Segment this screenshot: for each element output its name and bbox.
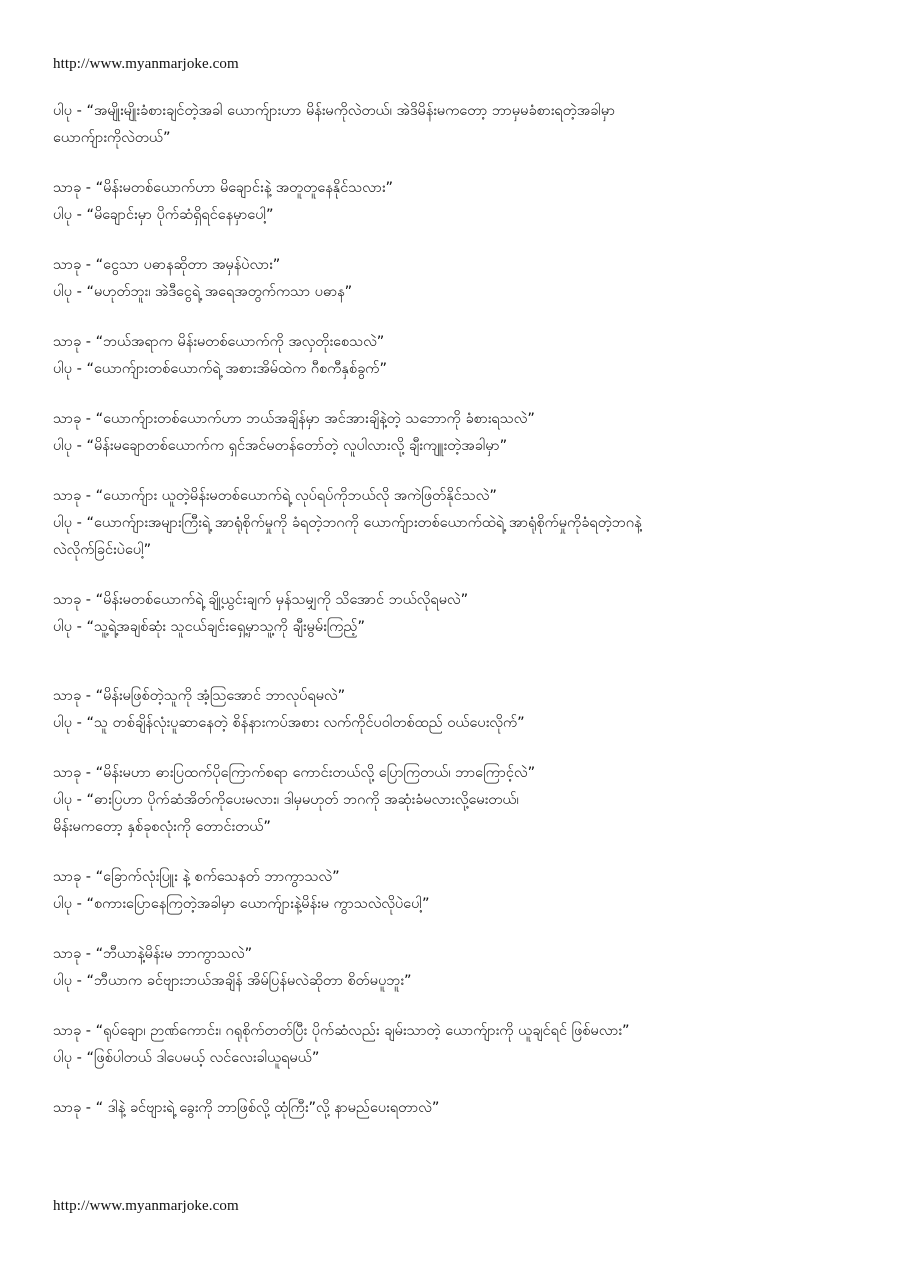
dialogue-block [53, 98, 853, 152]
dialogue-line: လဲလိုက်ခြင်းပဲပေါ့” [53, 542, 152, 558]
dialogue-block [53, 683, 853, 737]
footer-url[interactable]: http://www.myanmarjoke.com [53, 1198, 239, 1214]
dialogue-line: သာခု - “ဘယ်အရာက မိန်းမတစ်ယောက်ကို အလှတိုးစေသလဲ” [53, 334, 385, 350]
dialogue-line: သာခု - “ရုပ်ချော၊ ဉာဏ်ကောင်း၊ ဂရုစိုက်တတ်ပြီး ပိုက်ဆံလည်း ချမ်းသာတဲ့ ယောက်ျားကို ယူချင်ရင် ဖြစ်မလား” [53, 1023, 630, 1039]
joke-dialogue [53, 98, 853, 1145]
dialogue-block [53, 587, 853, 641]
dialogue-block [53, 760, 853, 841]
dialogue-line: ပါပု - “ဓားပြဟာ ပိုက်ဆံအိတ်ကိုပေးမလား၊ ဒါမှမဟုတ် ဘဂကို အဆုံးခံမလားလို့မေးတယ်၊ [53, 792, 519, 808]
dialogue-block [53, 483, 853, 564]
dialogue-block [53, 329, 853, 383]
dialogue-block [53, 1018, 853, 1072]
dialogue-line: ပါပု - “ယောက်ျားတစ်ယောက်ရဲ့ အစားအိမ်ထဲက ဂီစကီနှစ်ခွက်” [53, 361, 388, 377]
dialogue-line: ပါပု - “အမျိုးမျိုးခံစားချင်တဲ့အခါ ယောက်ျားဟာ မိန်းမကိုလဲတယ်၊ အဲဒိမိန်းမကတော့ ဘာမှမခံစားရတဲ့အခါမှာ [53, 103, 616, 119]
dialogue-block [53, 1095, 853, 1122]
dialogue-line: ပါပု - “သူ တစ်ချိန်လုံးပူဆာနေတဲ့ စိန်နားကပ်အစား လက်ကိုင်ပဝါတစ်ထည် ဝယ်ပေးလိုက်” [53, 715, 525, 731]
dialogue-block [53, 864, 853, 918]
header-url[interactable]: http://www.myanmarjoke.com [53, 56, 239, 72]
dialogue-line: သာခု - “မိန်းမတစ်ယောက်ရဲ့ ချို့ယွင်းချက် မှန်သမျှကို သိအောင် ဘယ်လိုရမလဲ” [53, 592, 469, 608]
dialogue-line: သာခု - “ ဒါနဲ့ ခင်ဗျားရဲ့ ခွေးကို ဘာဖြစ်လို့ ထုံကြီး”လို့ နာမည်ပေးရတာလဲ” [53, 1100, 440, 1116]
dialogue-line: သာခု - “ဘီယာနဲ့မိန်းမ ဘာကွာသလဲ” [53, 946, 253, 962]
dialogue-line: သာခု - “မိန်းမဖြစ်တဲ့သူကို အံ့သြအောင် ဘာလုပ်ရမလဲ” [53, 688, 346, 704]
dialogue-line: သာခု - “ယောက်ျားတစ်ယောက်ဟာ ဘယ်အချိန်မှာ အင်အားချိနဲ့တဲ့ သဘောကို ခံစားရသလဲ” [53, 411, 535, 427]
dialogue-line: သာခု - “ယောက်ျား ယူတဲ့မိန်းမတစ်ယောက်ရဲ့ လုပ်ရပ်ကိုဘယ်လို အကဲဖြတ်နိုင်သလဲ” [53, 488, 497, 504]
dialogue-line: ပါပု - “မိန်းမချောတစ်ယောက်က ရှင်အင်မတန်တော်တဲ့ လူပါလားလို့ ချီးကျူးတဲ့အခါမှာ” [53, 438, 508, 454]
dialogue-line: ပါပု - “မိချောင်းမှာ ပိုက်ဆံရှိရင်နေမှာပေါ့” [53, 207, 274, 223]
dialogue-line: ပါပု - “မဟုတ်ဘူး၊ အဲဒီငွေရဲ့ အရေအတွက်ကသာ ပဓာန” [53, 284, 353, 300]
dialogue-line: သာခု - “မိန်းမဟာ ဓားပြထက်ပိုကြောက်စရာ ကောင်းတယ်လို့ ပြောကြတယ်၊ ဘာကြောင့်လဲ” [53, 765, 536, 781]
dialogue-line: မိန်းမကတော့ နှစ်ခုစလုံးကို တောင်းတယ်” [53, 819, 271, 835]
dialogue-line: ပါပု - “ဘီယာက ခင်ဗျားဘယ်အချိန် အိမ်ပြန်မလဲဆိုတာ စိတ်မပူဘူး” [53, 973, 412, 989]
dialogue-block [53, 406, 853, 460]
dialogue-line: သာခု - “ငွေသာ ပဓာနဆိုတာ အမှန်ပဲလား” [53, 257, 281, 273]
dialogue-block [53, 941, 853, 995]
dialogue-line: ပါပု - “သူ့ရဲ့အချစ်ဆုံး သူငယ်ချင်းရှေ့မှာသူ့ကို ချီးမွမ်းကြည့်” [53, 619, 365, 635]
dialogue-line: ပါပု - “ဖြစ်ပါတယ် ဒါပေမယ့် လင်လေးခါယူရမယ်” [53, 1050, 320, 1066]
dialogue-block [53, 175, 853, 229]
dialogue-line: ပါပု - “ယောက်ျားအများကြီးရဲ့ အာရုံစိုက်မှုကို ခံရတဲ့ဘဂကို ယောက်ျားတစ်ယောက်ထဲရဲ့ အာရုံစိုက်မှုကိုခံရတဲ့ဘဂနဲ့ [53, 515, 642, 531]
dialogue-block [53, 252, 853, 306]
dialogue-line: သာခု - “ခြောက်လုံးပြူး နဲ့ စက်သေနတ် ဘာကွာသလဲ” [53, 869, 340, 885]
dialogue-line: ယောက်ျားကိုလဲတယ်” [53, 130, 171, 146]
dialogue-line: သာခု - “မိန်းမတစ်ယောက်ဟာ မိချောင်းနဲ့ အတူတူနေနိုင်သလား” [53, 180, 394, 196]
dialogue-line: ပါပု - “စကားပြောနေကြတဲ့အခါမှာ ယောက်ျားနဲ့မိန်းမ ကွာသလဲလိုပဲပေါ့” [53, 896, 430, 912]
